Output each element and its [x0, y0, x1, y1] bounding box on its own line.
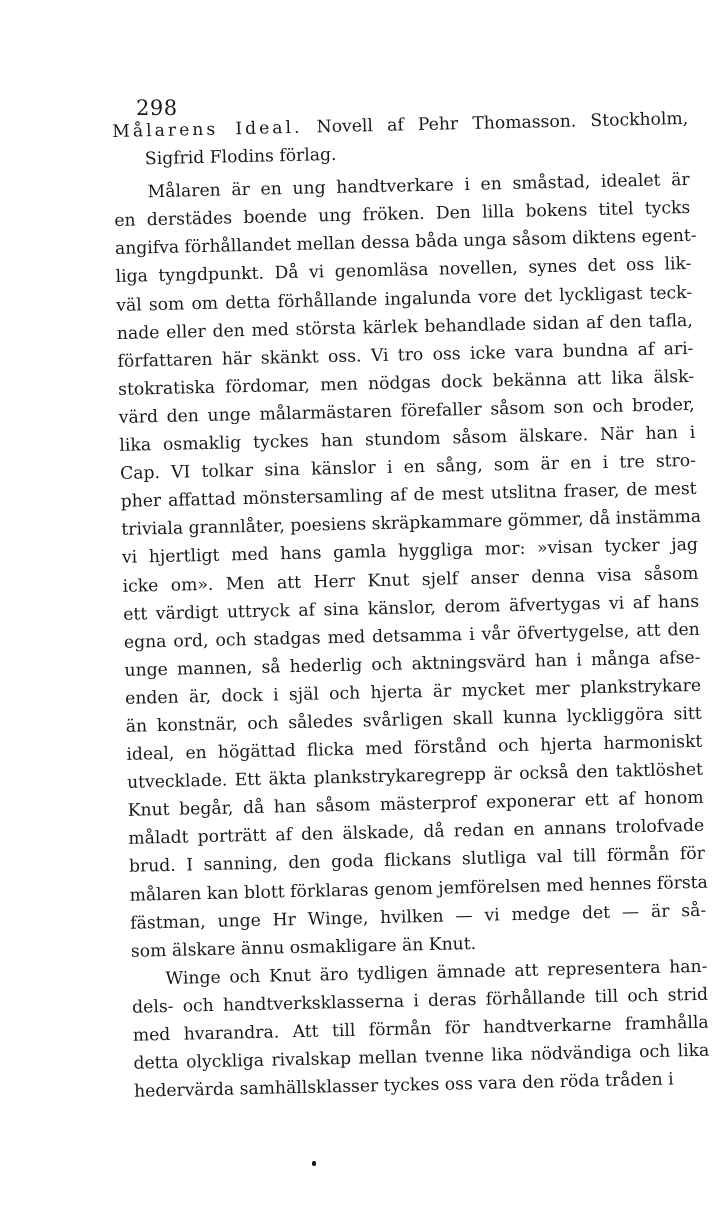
text-line: än konstnär, och således svårligen skall kunna lyckliggöra sitt — [125, 703, 702, 737]
text-line: angifva förhållandet mellan dessa båda unga såsom diktens egent- — [114, 226, 697, 260]
text-line: som älskare ännu osmakligare än Knut. — [130, 933, 477, 962]
review-title-rest: Novell af Pehr Thomasson. Stockholm, — [302, 108, 689, 138]
text-line: Målaren är en ung handtverkare i en småstad, idealet är — [147, 170, 690, 203]
text-line: liga tyngdpunkt. Då vi genomläsa novellen, synes det oss lik- — [115, 254, 692, 288]
review-title: Målarens Ideal. — [112, 117, 303, 142]
text-line: fästman, unge Hr Winge, hvilken — vi medge det — är så- — [130, 900, 707, 934]
ink-mark — [312, 1161, 316, 1166]
text-line: lika osmaklig tyckes han stundom såsom älskare. När han i — [119, 422, 696, 456]
text-line: detta olyckliga rivalskap mellan tvenne lika nödvändiga och lika — [133, 1040, 710, 1074]
text-line: dels- och handtverksklasserna i deras förhållande till och strid — [131, 984, 709, 1018]
text-line: Cap. VI tolkar sina känslor i en sång, som är en i tre stro- — [119, 450, 697, 485]
text-line: målaren kan blott förklaras genom jemförelsen med hennes första — [129, 872, 709, 906]
review-text — [112, 105, 710, 1106]
text-line: stokratiska fördomar, men nödgas dock bekänna att lika älsk- — [117, 366, 695, 400]
text-line: brud. I sanning, den goda flickans slutliga val till förmån för — [128, 844, 706, 878]
text-line: värd den unge målarmästaren förefaller såsom son och broder, — [118, 394, 695, 428]
text-line: pher affattad mönstersamling af de mest utslitna fraser, de mest — [120, 479, 697, 513]
text-line: egna ord, och stadgas med detsamma i vår öfvertygelse, att den — [123, 619, 700, 653]
text-line: nade eller den med största kärlek behandlade sidan af den tafla, — [116, 310, 693, 344]
text-line: hedervärda samhällsklasser tyckes oss vara den röda tråden i — [133, 1069, 674, 1102]
page-number: 298 — [136, 96, 178, 120]
text-line: med hvarandra. Att till förmån för handtverkarne framhålla — [132, 1012, 709, 1046]
text-line: vi hjertligt med hans gamla hyggliga mor: »visan tycker jag — [121, 535, 699, 569]
text-line: väl som om detta förhållande ingalunda vore det lyckligast teck- — [116, 282, 693, 316]
text-line: författaren här skänkt oss. Vi tro oss icke vara bundna af ari- — [117, 338, 694, 372]
review-title-line-2: Sigfrid Flodins förlag. — [144, 145, 337, 170]
text-line: icke om». Men att Herr Knut sjelf anser denna visa såsom — [122, 563, 699, 597]
text-line: enden är, dock i själ och hjerta är mycket mer plankstrykare — [124, 675, 702, 709]
text-line: ett värdigt uttryck af sina känslor, derom äfvertygas vi af hans — [123, 591, 700, 625]
text-line: utvecklade. Ett äkta plankstrykaregrepp är också den taktlöshet — [126, 759, 704, 793]
text-line: Knut begår, då han såsom mästerprof exponerar ett af honom — [127, 788, 704, 822]
text-line: ideal, en högättad flicka med förstånd och hjerta harmoniskt — [126, 731, 703, 765]
paragraphs — [113, 166, 710, 1106]
text-line: Winge och Knut äro tydligen ämnade att representera han- — [165, 956, 708, 989]
text-line: triviala grannlåter, poesiens skräpkammare gömmer, då instämma — [121, 507, 702, 541]
text-line: en derstädes boende ung fröken. Den lilla bokens titel tycks — [114, 198, 691, 232]
text-line: unge mannen, så hederlig och aktningsvärd han i många afse- — [124, 647, 701, 681]
text-line: måladt porträtt af den älskade, då redan en annans trolofvade — [128, 816, 705, 850]
